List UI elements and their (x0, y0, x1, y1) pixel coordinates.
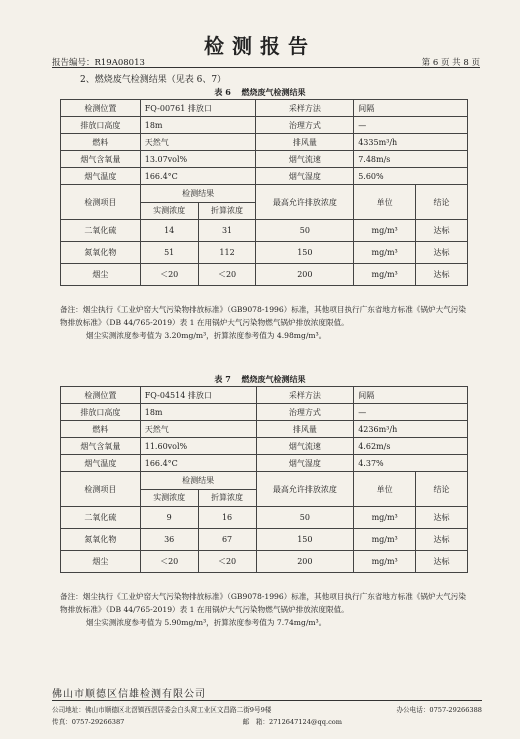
label-location: 检测位置 (61, 100, 141, 117)
row-converted: 16 (198, 507, 256, 529)
row-conclusion: 达标 (416, 264, 468, 286)
exhaust-volume-value: 4335m³/h (354, 134, 468, 151)
header-result: 检测结果 (140, 185, 256, 203)
label-oxygen: 烟气含氧量 (61, 151, 141, 168)
label-outlet-height: 排放口高度 (61, 117, 141, 134)
oxygen-value: 13.07vol% (140, 151, 256, 168)
header-result: 检测结果 (140, 472, 256, 490)
row-limit: 50 (256, 507, 354, 529)
row-unit: mg/m³ (354, 551, 416, 573)
note-standard: 烟尘执行《工业炉窑大气污染物排放标准》（GB9078-1996）标准，其他项目执行广东省地方标准《锅炉大气污染物排放标准》（DB 44/765-2019）表 1 在用锅炉大气污染物燃气锅炉排放浓度限值。 (60, 592, 466, 614)
header-conclusion: 结论 (416, 472, 468, 507)
label-exhaust-volume: 排风量 (256, 421, 354, 438)
office-phone: 办公电话：0757-29266388 (396, 706, 482, 714)
row-converted: ＜20 (198, 264, 256, 286)
row-conclusion: 达标 (416, 507, 468, 529)
label-temp: 烟气温度 (61, 455, 141, 472)
row-item: 二氧化硫 (61, 220, 141, 242)
row-conclusion: 达标 (416, 220, 468, 242)
table-note (60, 303, 468, 342)
note-reference: 烟尘实测浓度参考值为 5.90mg/m³，折算浓度参考值为 7.74mg/m³。 (86, 618, 327, 627)
report-title: 检测报告 (204, 34, 316, 58)
label-oxygen: 烟气含氧量 (61, 438, 141, 455)
header-measured: 实测浓度 (140, 489, 198, 507)
row-limit: 150 (256, 242, 354, 264)
row-unit: mg/m³ (354, 242, 416, 264)
label-treatment: 治理方式 (256, 117, 354, 134)
location-value: FQ-00761 排放口 (140, 100, 256, 117)
emission-table (60, 386, 468, 573)
treatment-value: — (354, 404, 468, 421)
page-info: 第 6 页 共 8 页 (421, 58, 480, 68)
label-outlet-height: 排放口高度 (61, 404, 141, 421)
note-label: 备注： (60, 305, 83, 314)
row-conclusion: 达标 (416, 529, 468, 551)
header-converted: 折算浓度 (198, 489, 256, 507)
row-converted: 31 (198, 220, 256, 242)
row-item: 二氧化硫 (61, 507, 141, 529)
humidity-value: 4.37% (354, 455, 468, 472)
fuel-value: 天然气 (140, 421, 256, 438)
note-reference: 烟尘实测浓度参考值为 3.20mg/m³，折算浓度参考值为 4.98mg/m³。 (86, 331, 327, 340)
row-unit: mg/m³ (354, 507, 416, 529)
row-item: 烟尘 (61, 264, 141, 286)
row-unit: mg/m³ (354, 529, 416, 551)
row-item: 烟尘 (61, 551, 141, 573)
row-converted: ＜20 (198, 551, 256, 573)
table-note (60, 590, 468, 629)
row-conclusion: 达标 (416, 242, 468, 264)
treatment-value: — (354, 117, 468, 134)
table-caption: 表 6 燃烧废气检测结果 (214, 87, 306, 97)
sampling-value: 间隔 (354, 100, 468, 117)
header-measured: 实测浓度 (140, 202, 198, 220)
row-limit: 150 (256, 529, 354, 551)
label-humidity: 烟气湿度 (256, 168, 354, 185)
humidity-value: 5.60% (354, 168, 468, 185)
row-unit: mg/m³ (354, 264, 416, 286)
fuel-value: 天然气 (140, 134, 256, 151)
row-limit: 200 (256, 551, 354, 573)
label-temp: 烟气温度 (61, 168, 141, 185)
header-limit: 最高允许排放浓度 (256, 472, 354, 507)
row-measured: 51 (140, 242, 198, 264)
label-sampling: 采样方法 (256, 387, 354, 404)
label-flow: 烟气流速 (256, 151, 354, 168)
location-value: FQ-04514 排放口 (140, 387, 256, 404)
note-text (60, 590, 468, 616)
row-measured: 36 (140, 529, 198, 551)
footer-row (52, 704, 482, 714)
row-conclusion: 达标 (416, 551, 468, 573)
row-measured: ＜20 (140, 264, 198, 286)
oxygen-value: 11.60vol% (140, 438, 256, 455)
row-converted: 112 (198, 242, 256, 264)
label-flow: 烟气流速 (256, 438, 354, 455)
report-number: 报告编号：R19A08013 (52, 58, 145, 68)
note-text (60, 303, 468, 329)
outlet-height-value: 18m (140, 117, 256, 134)
email: 邮 箱：2712647124@qq.com (242, 718, 342, 726)
row-unit: mg/m³ (354, 220, 416, 242)
fax: 传真：0757-29266387 (52, 718, 125, 726)
row-converted: 67 (198, 529, 256, 551)
exhaust-volume-value: 4236m³/h (354, 421, 468, 438)
flow-value: 7.48m/s (354, 151, 468, 168)
label-sampling: 采样方法 (256, 100, 354, 117)
row-measured: ＜20 (140, 551, 198, 573)
footer-row (52, 716, 482, 726)
label-exhaust-volume: 排风量 (256, 134, 354, 151)
section-title: 2、燃烧废气检测结果（见表 6、7） (80, 75, 227, 85)
footer-divider (52, 700, 482, 701)
table-caption: 表 7 燃烧废气检测结果 (214, 374, 306, 384)
header-divider (52, 67, 480, 68)
row-item: 氮氧化物 (61, 242, 141, 264)
row-measured: 14 (140, 220, 198, 242)
sampling-value: 间隔 (354, 387, 468, 404)
company-address: 公司地址：佛山市顺德区北滘镇西滘居委会白头窝工业区文昌路二街9号9楼 (52, 706, 272, 714)
emission-table (60, 99, 468, 286)
outlet-height-value: 18m (140, 404, 256, 421)
label-humidity: 烟气湿度 (256, 455, 354, 472)
note-standard: 烟尘执行《工业炉窑大气污染物排放标准》（GB9078-1996）标准，其他项目执行广东省地方标准《锅炉大气污染物排放标准》（DB 44/765-2019）表 1 在用锅炉大气污染物燃气锅炉排放浓度限值。 (60, 305, 466, 327)
header-converted: 折算浓度 (198, 202, 256, 220)
flow-value: 4.62m/s (354, 438, 468, 455)
header-limit: 最高允许排放浓度 (256, 185, 354, 220)
company-name: 佛山市顺德区信雄检测有限公司 (52, 689, 206, 700)
temp-value: 166.4°C (140, 168, 256, 185)
note-label: 备注： (60, 592, 83, 601)
label-fuel: 燃料 (61, 421, 141, 438)
header-conclusion: 结论 (416, 185, 468, 220)
temp-value: 166.4°C (140, 455, 256, 472)
row-measured: 9 (140, 507, 198, 529)
label-treatment: 治理方式 (256, 404, 354, 421)
row-limit: 200 (256, 264, 354, 286)
header-item: 检测项目 (61, 472, 141, 507)
label-location: 检测位置 (61, 387, 141, 404)
header-unit: 单位 (354, 185, 416, 220)
header-item: 检测项目 (61, 185, 141, 220)
row-limit: 50 (256, 220, 354, 242)
row-item: 氮氧化物 (61, 529, 141, 551)
label-fuel: 燃料 (61, 134, 141, 151)
header-unit: 单位 (354, 472, 416, 507)
